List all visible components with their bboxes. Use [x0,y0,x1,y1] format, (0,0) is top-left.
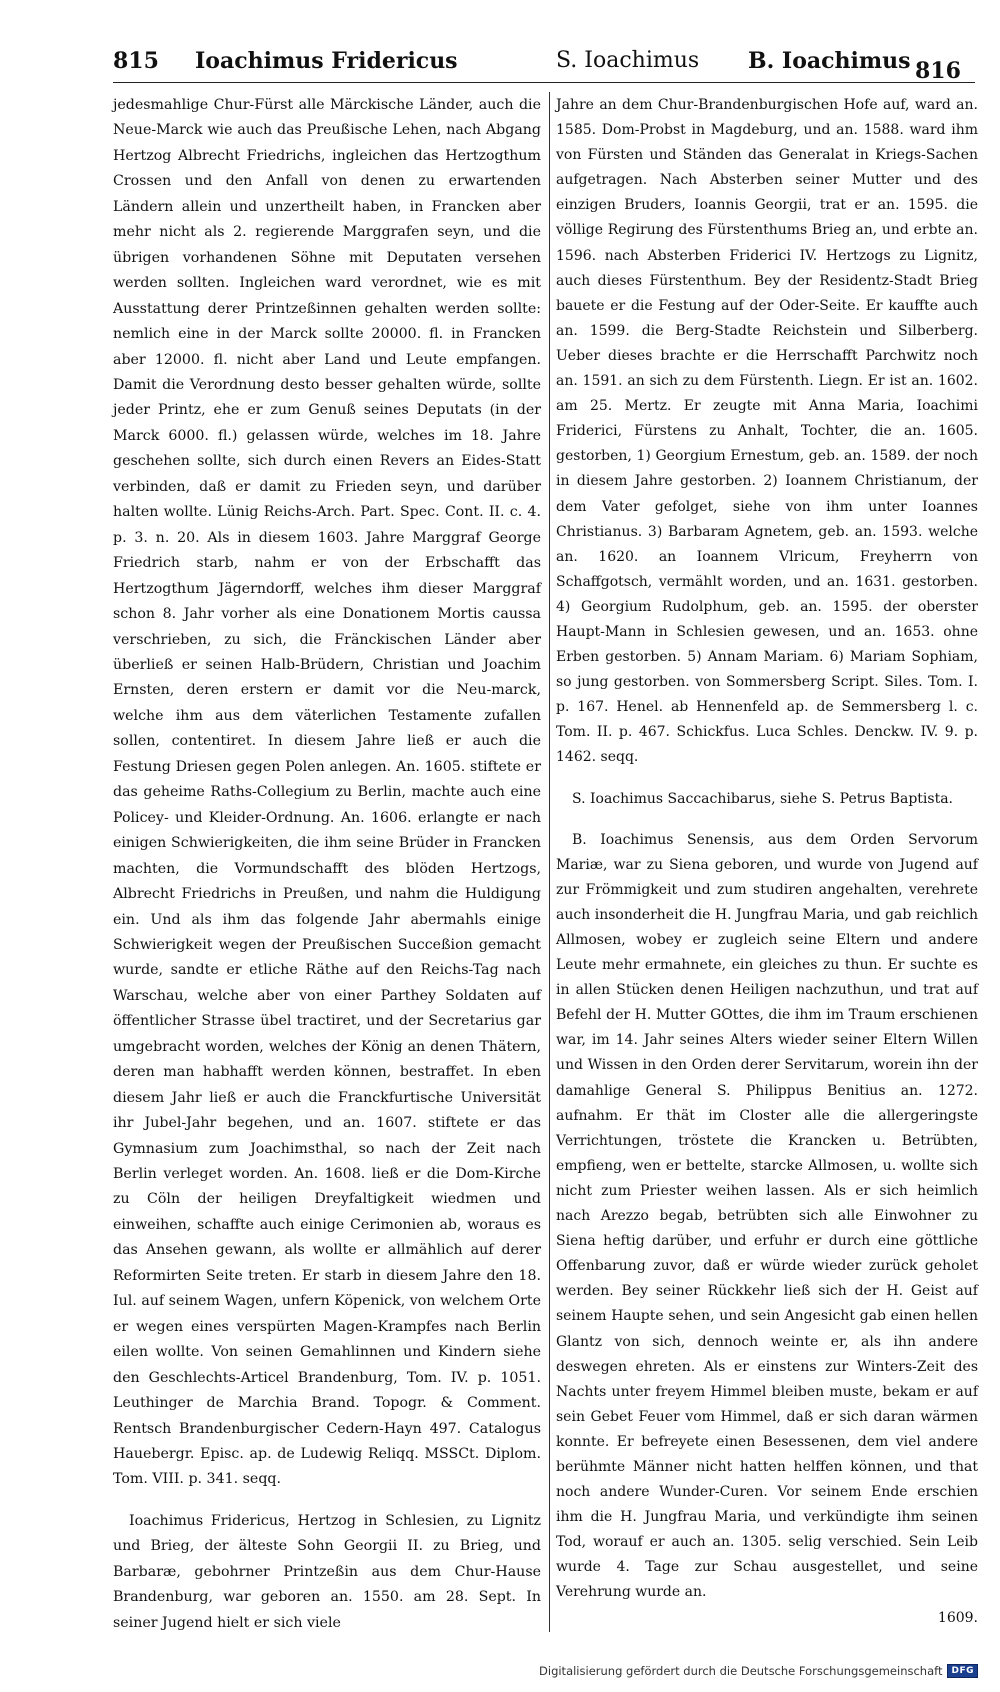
right-running-title-2: B. Ioachimus [748,48,911,74]
right-running-title-1: S. Ioachimus [556,48,700,73]
left-paragraph-1: jedesmahlige Chur-Fürst alle Märckische Länder, auch die Neue-Marck wie auch das Preußische Lehen, nach Abgang Hertzog Albrecht Friedrichs, ingleichen das Hertzogthum Crossen und den Anfall von denen zu erwartenden Ländern allein und unzertheilt haben, in Francken aber mehr nicht als 2. regierende Marggrafen seyn, und die übrigen vorhandenen Söhne mit Deputaten versehen werden sollten. Ingleichen ward verordnet, wie es mit Ausstattung derer Printzeßinnen gehalten werden sollte: nemlich eine in der Marck sollte 20000. fl. in Francken aber 12000. fl. nicht aber Land und Leute empfangen. Damit die Verordnung desto besser gehalten würde, sollte jeder Printz, ehe er zum Genuß seines Deputats (in der Marck 6000. fl.) gelassen würde, welches im 18. Jahre geschehen sollte, sich durch einen Revers an Eides-Statt verbinden, daß er damit zu Frieden seyn, und darüber halten wollte. Lünig Reichs-Arch. Part. Spec. Cont. II. c. 4. p. 3. n. 20. Als in diesem 1603. Jahre Marggraf George Friedrich starb, nahm er von der Erbschafft das Hertzogthum Jägerndorff, welches ihm dieser Marggraf schon 8. Jahr vorher als eine Donationem Mortis caussa verschrieben, zu sich, die Fränckischen Länder aber überließ er seinen Halb-Brüdern, Christian und Joachim Ernsten, deren erstern er damit vor die Neu-marck, welche ihm aus dem väterlichen Testamente zufallen sollen, contentiret. In diesem Jahre ließ er auch die Festung Driesen gegen Polen anlegen. An. 1605. stiftete er das geheime Raths-Collegium zu Berlin, machte auch eine Policey- und Kleider-Ordnung. An. 1606. erlangte er nach einigen Schwierigkeiten, die ihm seine Brüder in Francken machten, die Vormundschafft des blöden Hertzogs, Albrecht Friedrichs in Preußen, und nahm die Huldigung ein. Und als ihm das folgende Jahr abermahls einige Schwierigkeit wegen der Preußischen Succeßion gemacht wurde, sandte er etliche Räthe auf den Reichs-Tag nach Warschau, welche aber von einer Parthey Soldaten auf öffentlicher Strasse übel tractiret, und der Secretarius gar umgebracht worden, welches der König an denen Thätern, deren man habhafft werden können, bestraffet. In eben diesem Jahr ließ er auch die Franckfurtische Universität ihr Jubel-Jahr begehen, und an. 1607. stiftete er das Gymnasium zum Joachimsthal, so nach der Zeit nach Berlin verleget worden. An. 1608. ließ er die Dom-Kirche zu Cöln der heiligen Dreyfaltigkeit wiedmen und einweihen, schaffte auch einige Cerimonien ab, woraus es das Ansehen gewann, als wollte er allmählich auf derer Reformirten Seite treten. Er starb in diesem Jahre den 18. Iul. auf seinem Wagen, unfern Köpenick, von welchem Orte er wegen eines verspürten Magen-Krampfes nach Berlin eilen wollte. Von seinen Gemahlinnen und Kindern siehe den Geschlechts-Articel Brandenburg, Tom. IV. p. 1051. Leuthinger de Marchia Brand. Topogr. & Comment. Rentsch Brandenburgischer Cedern-Hayn 497. Catalogus Hauebergr. Episc. ap. de Ludewig Reliqq. MSSCt. Diplom. Tom. VIII. p. 341. seqq. [113,97,541,1488]
right-column [556,93,978,1631]
right-paragraph-3: B. Ioachimus Senensis, aus dem Orden Servorum Mariæ, war zu Siena geboren, und wurde von Jugend auf zur Frömmigkeit und zum studiren angehalten, verehrete auch insonderheit die H. Jungfrau Maria, und gab reichlich Allmosen, wobey er zugleich seine Eltern und andere Leute mehr ermahnete, ein gleiches zu thun. Er suchte es in allen Stücken denen Heiligen nachzuthun, und trat auf Befehl der H. Mutter GOttes, die ihm im Traum erschienen war, im 14. Jahr seines Alters wieder seiner Eltern Willen und Wissen in den Orden derer Servitarum, worein ihn der damahlige General S. Philippus Benitius an. 1272. aufnahm. Er thät im Closter alle die allergeringste Verrichtungen, tröstete die Krancken u. Betrübten, empfieng, wen er bettelte, starcke Allmosen, u. wollte sich nicht zum Priester weihen lassen. Als er sich heimlich nach Arezzo begab, betrübten sich alle Einwohner zu Siena heftig darüber, und erfuhr er durch eine göttliche Offenbarung zuvor, daß er würde wieder zurück geholet werden. Bey seiner Rückkehr ließ sich der H. Geist auf seinem Haupte sehen, und sein Angesicht gab einen hellen Glantz von sich, dennoch weinte er, als ihn andere deswegen ehreten. Als er einstens zur Winters-Zeit des Nachts unter freyem Himmel bleiben muste, bekam er auf sein Gebet Feuer vom Himmel, daß er sich daran wärmen konnte. Er befreyete einen Besessenen, dem viel andere berühmte Männer nicht hatten helffen können, und that noch andere Wunder-Curen. Vor seinem Ende erschien ihm die H. Jungfrau Maria, und verkündigte ihm seinen Tod, worauf er auch an. 1305. selig verschied. Sein Leib wurde 4. Tage zur Schau ausgestellet, und seine Verehrung wurde an. [556,831,978,1601]
catchword: 1609. [937,1609,978,1626]
left-column [113,93,541,1636]
right-paragraph-1: Jahre an dem Chur-Brandenburgischen Hofe auf, ward an. 1585. Dom-Probst in Magdeburg, und an. 1588. ward ihm von Fürsten und Ständen das Generalat in Kriegs-Sachen aufgetragen. Nach Absterben seiner Mutter und des einzigen Bruders, Ioannis Georgii, trat er an. 1595. die völlige Regirung des Fürstenthums Brieg an, und erbte an. 1596. nach Absterben Friderici IV. Hertzogs zu Lignitz, auch dieses Fürstenthum. Bey der Residentz-Stadt Brieg bauete er die Festung auf der Oder-Seite. Er kauffte auch an. 1599. die Berg-Stadte Reichstein und Silberberg. Ueber dieses brachte er die Herrschafft Parchwitz noch an. 1591. an sich zu dem Fürstenth. Liegn. Er ist an. 1602. am 25. Mertz. Er zeugte mit Anna Maria, Ioachimi Friderici, Fürstens zu Anhalt, Tochter, die an. 1605. gestorben, 1) Georgium Ernestum, geb. an. 1589. der noch in diesem Jahre gestorben. 2) Ioannem Christianum, der dem Vater gefolget, siehe von ihm unter Ioannes Christianus. 3) Barbaram Agnetem, geb. an. 1593. welche an. 1620. an Ioannem Vlricum, Freyherrn von Schaffgotsch, vermählt worden, und an. 1631. gestorben. 4) Georgium Rudolphum, geb. an. 1595. der oberster Haupt-Mann in Schlesien gewesen, und an. 1653. ohne Erben gestorben. 5) Annam Mariam. 6) Mariam Sophiam, so jung gestorben. von Sommersberg Script. Siles. Tom. I. p. 167. Henel. ab Hennenfeld ap. de Semmersberg l. c. Tom. II. p. 467. Schickfus. Luca Schles. Denckw. IV. 9. p. 1462. seqq. [556,97,978,766]
right-paragraph-2: S. Ioachimus Saccachibarus, siehe S. Petrus Baptista. [572,790,954,807]
column-divider [549,92,550,1632]
footer [539,1664,978,1678]
dfg-logo: DFG [947,1664,978,1678]
left-running-title: Ioachimus Fridericus [195,48,458,74]
left-paragraph-2: Ioachimus Fridericus, Hertzog in Schlesien, zu Lignitz und Brieg, der älteste Sohn Georgii II. zu Brieg, und Barbaræ, gebohrner Printzeßin aus dem Chur-Hause Brandenburg, war geboren an. 1550. am 28. Sept. In seiner Jugend hielt er sich viele [113,1512,541,1631]
left-page-number: 815 [113,48,159,74]
header-rule [113,82,975,83]
footer-text: Digitalisierung gefördert durch die Deutsche Forschungsgemeinschaft [539,1664,943,1678]
right-page-number: 816 [915,58,961,84]
